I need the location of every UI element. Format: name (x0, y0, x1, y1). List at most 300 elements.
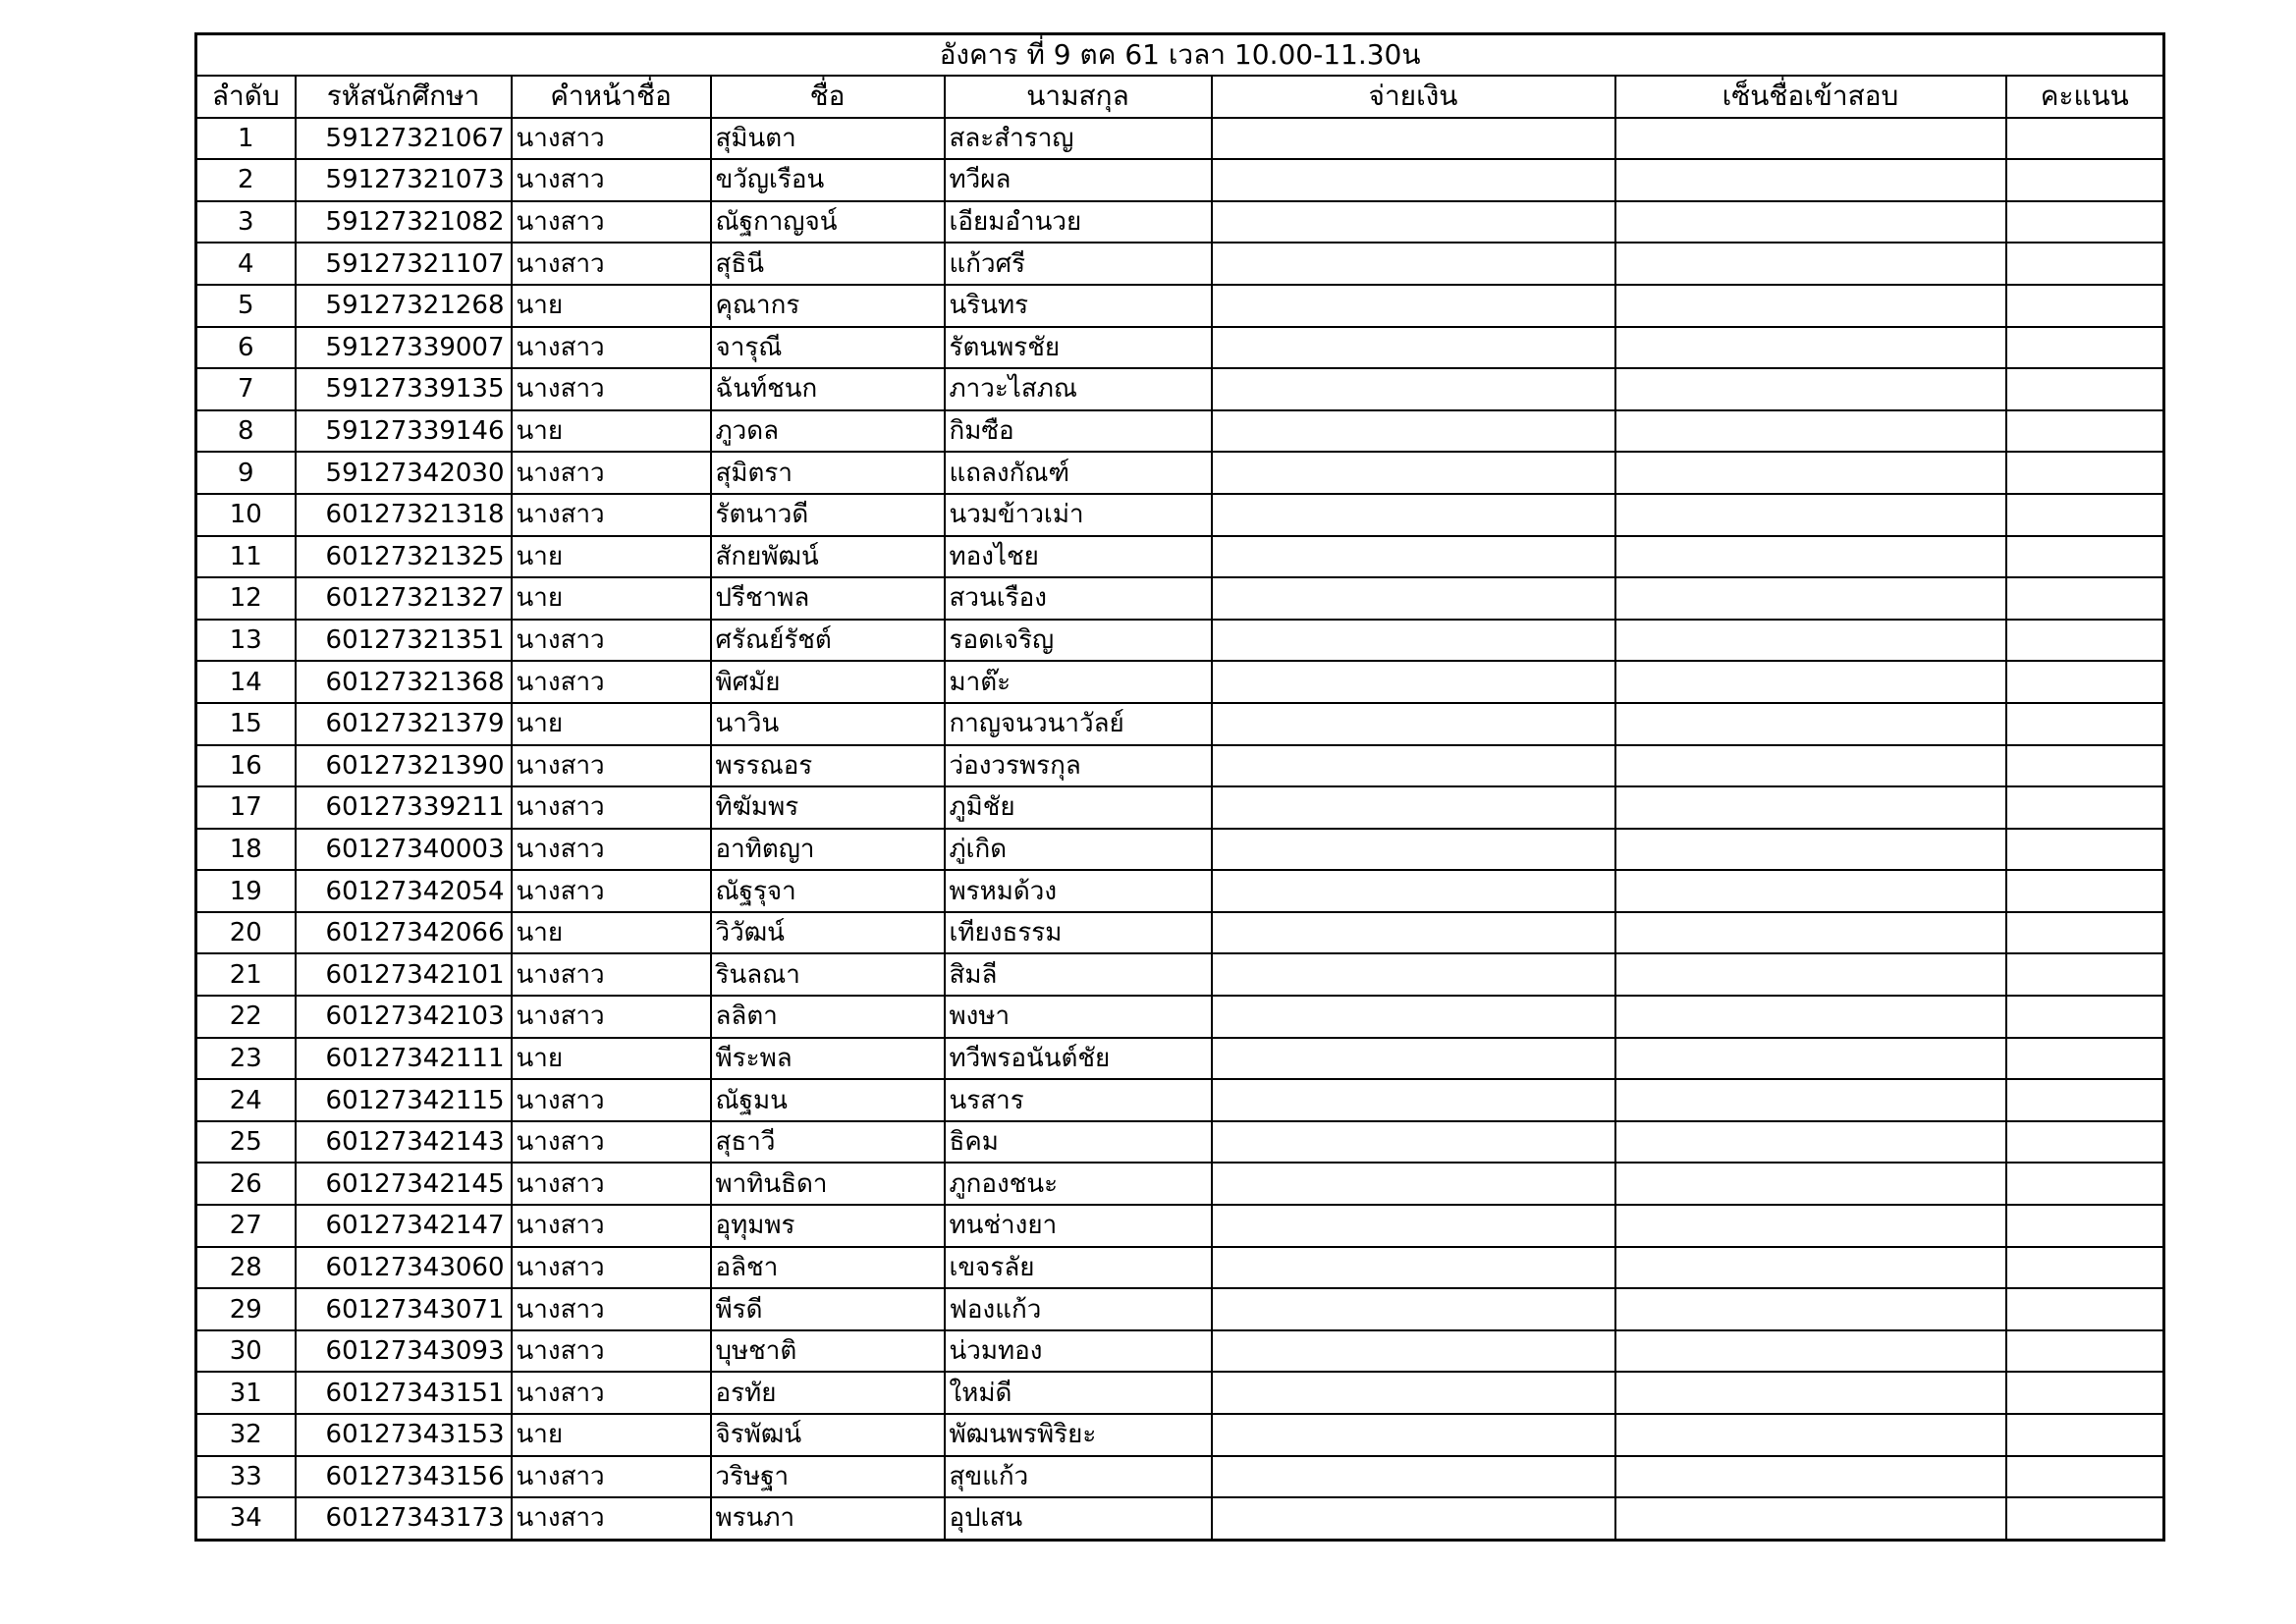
first-name-cell: ทิฆัมพร (711, 786, 945, 829)
last-name-cell: สละสำราญ (945, 118, 1212, 160)
payment-cell[interactable] (1212, 243, 1615, 285)
student-id-cell: 60127342143 (296, 1121, 512, 1164)
last-name-cell: สุขแก้ว (945, 1456, 1212, 1498)
first-name-cell: อาทิตญา (711, 829, 945, 871)
student-id-cell: 60127342066 (296, 912, 512, 954)
table-row (196, 996, 2164, 1038)
last-name-cell: ฟองแก้ว (945, 1288, 1212, 1330)
last-name-cell: ภูกองชนะ (945, 1163, 1212, 1205)
student-id-cell: 60127342054 (296, 870, 512, 912)
signature-cell[interactable] (1615, 243, 2006, 285)
exam-attendance-table (194, 32, 2165, 1542)
table-row (196, 1247, 2164, 1289)
student-id-cell: 59127339007 (296, 327, 512, 369)
row-number: 6 (196, 327, 296, 369)
score-cell[interactable] (2006, 620, 2164, 662)
score-cell[interactable] (2006, 912, 2164, 954)
student-id-cell: 60127342145 (296, 1163, 512, 1205)
signature-cell[interactable] (1615, 1288, 2006, 1330)
first-name-cell: พีรดี (711, 1288, 945, 1330)
row-number: 11 (196, 536, 296, 578)
signature-cell[interactable] (1615, 870, 2006, 912)
signature-cell[interactable] (1615, 1372, 2006, 1414)
signature-cell[interactable] (1615, 953, 2006, 996)
score-cell[interactable] (2006, 1121, 2164, 1164)
signature-cell[interactable] (1615, 703, 2006, 745)
signature-cell[interactable] (1615, 1330, 2006, 1373)
payment-cell[interactable] (1212, 1121, 1615, 1164)
payment-cell[interactable] (1212, 1038, 1615, 1080)
last-name-cell: ธิคม (945, 1121, 1212, 1164)
col-header-no: ลำดับ (196, 76, 296, 118)
signature-cell[interactable] (1615, 410, 2006, 453)
first-name-cell: คุณากร (711, 285, 945, 327)
table-row (196, 870, 2164, 912)
table-row (196, 745, 2164, 787)
row-number: 25 (196, 1121, 296, 1164)
last-name-cell: กาญจนวนาวัลย์ (945, 703, 1212, 745)
table-row (196, 577, 2164, 620)
student-id-cell: 60127321318 (296, 494, 512, 536)
payment-cell[interactable] (1212, 285, 1615, 327)
first-name-cell: ณัฐรุจา (711, 870, 945, 912)
signature-cell[interactable] (1615, 159, 2006, 201)
payment-cell[interactable] (1212, 1414, 1615, 1456)
payment-cell[interactable] (1212, 953, 1615, 996)
last-name-cell: นวมข้าวเม่า (945, 494, 1212, 536)
signature-cell[interactable] (1615, 1414, 2006, 1456)
table-row (196, 1414, 2164, 1456)
student-id-cell: 60127343151 (296, 1372, 512, 1414)
prefix-cell: นาย (512, 285, 711, 327)
table-row (196, 243, 2164, 285)
prefix-cell: นางสาว (512, 870, 711, 912)
student-id-cell: 60127321368 (296, 661, 512, 703)
last-name-cell: ใหม่ดี (945, 1372, 1212, 1414)
prefix-cell: นางสาว (512, 1372, 711, 1414)
prefix-cell: นางสาว (512, 996, 711, 1038)
score-cell[interactable] (2006, 1205, 2164, 1247)
payment-cell[interactable] (1212, 494, 1615, 536)
score-cell[interactable] (2006, 1288, 2164, 1330)
table-row (196, 829, 2164, 871)
prefix-cell: นางสาว (512, 829, 711, 871)
student-id-cell: 60127321327 (296, 577, 512, 620)
row-number: 4 (196, 243, 296, 285)
student-id-cell: 60127342111 (296, 1038, 512, 1080)
prefix-cell: นางสาว (512, 953, 711, 996)
row-number: 10 (196, 494, 296, 536)
first-name-cell: พิศมัย (711, 661, 945, 703)
score-cell[interactable] (2006, 494, 2164, 536)
row-number: 27 (196, 1205, 296, 1247)
signature-cell[interactable] (1615, 1205, 2006, 1247)
payment-cell[interactable] (1212, 1497, 1615, 1540)
prefix-cell: นาย (512, 703, 711, 745)
last-name-cell: ว่องวรพรกุล (945, 745, 1212, 787)
signature-cell[interactable] (1615, 829, 2006, 871)
signature-cell[interactable] (1615, 996, 2006, 1038)
prefix-cell: นางสาว (512, 620, 711, 662)
row-number: 21 (196, 953, 296, 996)
payment-cell[interactable] (1212, 912, 1615, 954)
signature-cell[interactable] (1615, 1121, 2006, 1164)
student-id-cell: 59127339135 (296, 368, 512, 410)
student-id-cell: 59127342030 (296, 452, 512, 494)
last-name-cell: ภู่เกิด (945, 829, 1212, 871)
prefix-cell: นางสาว (512, 661, 711, 703)
score-cell[interactable] (2006, 118, 2164, 160)
payment-cell[interactable] (1212, 1247, 1615, 1289)
table-row (196, 953, 2164, 996)
col-header-first-name: ชื่อ (711, 76, 945, 118)
student-id-cell: 60127343153 (296, 1414, 512, 1456)
signature-cell[interactable] (1615, 1497, 2006, 1540)
last-name-cell: ทวีผล (945, 159, 1212, 201)
table-row (196, 410, 2164, 453)
first-name-cell: ณัฐกาญจน์ (711, 201, 945, 244)
first-name-cell: นาวิน (711, 703, 945, 745)
table-row (196, 536, 2164, 578)
table-row (196, 1038, 2164, 1080)
payment-cell[interactable] (1212, 786, 1615, 829)
payment-cell[interactable] (1212, 1205, 1615, 1247)
sheet-title: อังคาร ที่ 9 ตค 61 เวลา 10.00-11.30น (196, 34, 2164, 77)
last-name-cell: แก้วศรี (945, 243, 1212, 285)
student-id-cell: 60127321379 (296, 703, 512, 745)
row-number: 7 (196, 368, 296, 410)
last-name-cell: รอดเจริญ (945, 620, 1212, 662)
last-name-cell: ทนช่างยา (945, 1205, 1212, 1247)
payment-cell[interactable] (1212, 1456, 1615, 1498)
first-name-cell: จิรพัฒน์ (711, 1414, 945, 1456)
score-cell[interactable] (2006, 452, 2164, 494)
signature-cell[interactable] (1615, 1038, 2006, 1080)
first-name-cell: พรรณอร (711, 745, 945, 787)
score-cell[interactable] (2006, 1330, 2164, 1373)
last-name-cell: พรหมด้วง (945, 870, 1212, 912)
row-number: 26 (196, 1163, 296, 1205)
first-name-cell: สุธินี (711, 243, 945, 285)
score-cell[interactable] (2006, 1079, 2164, 1121)
payment-cell[interactable] (1212, 1288, 1615, 1330)
score-cell[interactable] (2006, 829, 2164, 871)
student-id-cell: 59127339146 (296, 410, 512, 453)
payment-cell[interactable] (1212, 201, 1615, 244)
prefix-cell: นาย (512, 536, 711, 578)
row-number: 29 (196, 1288, 296, 1330)
payment-cell[interactable] (1212, 996, 1615, 1038)
score-cell[interactable] (2006, 1038, 2164, 1080)
payment-cell[interactable] (1212, 661, 1615, 703)
signature-cell[interactable] (1615, 536, 2006, 578)
score-cell[interactable] (2006, 661, 2164, 703)
score-cell[interactable] (2006, 577, 2164, 620)
row-number: 34 (196, 1497, 296, 1540)
last-name-cell: นรสาร (945, 1079, 1212, 1121)
payment-cell[interactable] (1212, 1372, 1615, 1414)
score-cell[interactable] (2006, 1163, 2164, 1205)
row-number: 33 (196, 1456, 296, 1498)
col-header-score: คะแนน (2006, 76, 2164, 118)
last-name-cell: สวนเรือง (945, 577, 1212, 620)
row-number: 8 (196, 410, 296, 453)
score-cell[interactable] (2006, 1372, 2164, 1414)
score-cell[interactable] (2006, 786, 2164, 829)
score-cell[interactable] (2006, 953, 2164, 996)
first-name-cell: สุมิตรา (711, 452, 945, 494)
student-id-cell: 60127343093 (296, 1330, 512, 1373)
table-row (196, 1079, 2164, 1121)
table-row (196, 368, 2164, 410)
table-row (196, 327, 2164, 369)
score-cell[interactable] (2006, 410, 2164, 453)
signature-cell[interactable] (1615, 1456, 2006, 1498)
student-id-cell: 60127339211 (296, 786, 512, 829)
student-id-cell: 59127321067 (296, 118, 512, 160)
table-row (196, 1372, 2164, 1414)
payment-cell[interactable] (1212, 577, 1615, 620)
col-header-last-name: นามสกุล (945, 76, 1212, 118)
row-number: 12 (196, 577, 296, 620)
payment-cell[interactable] (1212, 1163, 1615, 1205)
signature-cell[interactable] (1615, 1079, 2006, 1121)
payment-cell[interactable] (1212, 159, 1615, 201)
prefix-cell: นาย (512, 1038, 711, 1080)
score-cell[interactable] (2006, 745, 2164, 787)
score-cell[interactable] (2006, 1456, 2164, 1498)
score-cell[interactable] (2006, 159, 2164, 201)
student-id-cell: 59127321073 (296, 159, 512, 201)
col-header-prefix: คำหน้าชื่อ (512, 76, 711, 118)
first-name-cell: ฉันท์ชนก (711, 368, 945, 410)
table-row (196, 661, 2164, 703)
first-name-cell: พรนภา (711, 1497, 945, 1540)
table-row (196, 912, 2164, 954)
prefix-cell: นางสาว (512, 494, 711, 536)
table-row (196, 1456, 2164, 1498)
student-id-cell: 59127321268 (296, 285, 512, 327)
first-name-cell: ลลิตา (711, 996, 945, 1038)
row-number: 15 (196, 703, 296, 745)
table-row (196, 1121, 2164, 1164)
payment-cell[interactable] (1212, 829, 1615, 871)
last-name-cell: กิมซือ (945, 410, 1212, 453)
prefix-cell: นางสาว (512, 243, 711, 285)
score-cell[interactable] (2006, 368, 2164, 410)
score-cell[interactable] (2006, 1414, 2164, 1456)
prefix-cell: นาย (512, 410, 711, 453)
signature-cell[interactable] (1615, 368, 2006, 410)
row-number: 20 (196, 912, 296, 954)
score-cell[interactable] (2006, 870, 2164, 912)
first-name-cell: สุธาวี (711, 1121, 945, 1164)
row-number: 3 (196, 201, 296, 244)
score-cell[interactable] (2006, 201, 2164, 244)
last-name-cell: น่วมทอง (945, 1330, 1212, 1373)
first-name-cell: ปรีชาพล (711, 577, 945, 620)
score-cell[interactable] (2006, 703, 2164, 745)
student-id-cell: 60127321325 (296, 536, 512, 578)
first-name-cell: ภูวดล (711, 410, 945, 453)
signature-cell[interactable] (1615, 620, 2006, 662)
last-name-cell: ภูมิชัย (945, 786, 1212, 829)
prefix-cell: นางสาว (512, 1121, 711, 1164)
prefix-cell: นางสาว (512, 786, 711, 829)
signature-cell[interactable] (1615, 452, 2006, 494)
row-number: 32 (196, 1414, 296, 1456)
student-id-cell: 59127321082 (296, 201, 512, 244)
prefix-cell: นางสาว (512, 1288, 711, 1330)
prefix-cell: นาย (512, 577, 711, 620)
last-name-cell: แถลงกัณฑ์ (945, 452, 1212, 494)
prefix-cell: นางสาว (512, 1163, 711, 1205)
payment-cell[interactable] (1212, 745, 1615, 787)
row-number: 13 (196, 620, 296, 662)
table-row (196, 620, 2164, 662)
signature-cell[interactable] (1615, 661, 2006, 703)
signature-cell[interactable] (1615, 285, 2006, 327)
table-row (196, 201, 2164, 244)
first-name-cell: พีระพล (711, 1038, 945, 1080)
table-row (196, 1330, 2164, 1373)
last-name-cell: มาต๊ะ (945, 661, 1212, 703)
payment-cell[interactable] (1212, 870, 1615, 912)
signature-cell[interactable] (1615, 1247, 2006, 1289)
signature-cell[interactable] (1615, 912, 2006, 954)
prefix-cell: นางสาว (512, 327, 711, 369)
table-row (196, 118, 2164, 160)
student-id-cell: 60127342147 (296, 1205, 512, 1247)
prefix-cell: นางสาว (512, 368, 711, 410)
student-id-cell: 60127343156 (296, 1456, 512, 1498)
payment-cell[interactable] (1212, 1330, 1615, 1373)
signature-cell[interactable] (1615, 327, 2006, 369)
signature-cell[interactable] (1615, 1163, 2006, 1205)
first-name-cell: อลิชา (711, 1247, 945, 1289)
student-id-cell: 60127342103 (296, 996, 512, 1038)
prefix-cell: นางสาว (512, 159, 711, 201)
prefix-cell: นางสาว (512, 452, 711, 494)
last-name-cell: นรินทร (945, 285, 1212, 327)
payment-cell[interactable] (1212, 620, 1615, 662)
prefix-cell: นางสาว (512, 201, 711, 244)
table-body (196, 118, 2164, 1541)
student-id-cell: 60127342101 (296, 953, 512, 996)
signature-cell[interactable] (1615, 577, 2006, 620)
table-row (196, 285, 2164, 327)
first-name-cell: ขวัญเรือน (711, 159, 945, 201)
row-number: 5 (196, 285, 296, 327)
first-name-cell: จารุณี (711, 327, 945, 369)
payment-cell[interactable] (1212, 118, 1615, 160)
payment-cell[interactable] (1212, 327, 1615, 369)
row-number: 31 (196, 1372, 296, 1414)
row-number: 23 (196, 1038, 296, 1080)
prefix-cell: นางสาว (512, 1497, 711, 1540)
score-cell[interactable] (2006, 327, 2164, 369)
row-number: 1 (196, 118, 296, 160)
prefix-cell: นาย (512, 912, 711, 954)
row-number: 24 (196, 1079, 296, 1121)
last-name-cell: ทองไชย (945, 536, 1212, 578)
prefix-cell: นาย (512, 1414, 711, 1456)
table-row (196, 494, 2164, 536)
payment-cell[interactable] (1212, 536, 1615, 578)
payment-cell[interactable] (1212, 368, 1615, 410)
score-cell[interactable] (2006, 536, 2164, 578)
table-row (196, 1163, 2164, 1205)
table-row (196, 159, 2164, 201)
student-id-cell: 60127340003 (296, 829, 512, 871)
header-row (196, 76, 2164, 118)
row-number: 30 (196, 1330, 296, 1373)
last-name-cell: เทียงธรรม (945, 912, 1212, 954)
last-name-cell: เขจรลัย (945, 1247, 1212, 1289)
first-name-cell: วริษฐา (711, 1456, 945, 1498)
prefix-cell: นางสาว (512, 1205, 711, 1247)
last-name-cell: พงษา (945, 996, 1212, 1038)
signature-cell[interactable] (1615, 201, 2006, 244)
score-cell[interactable] (2006, 996, 2164, 1038)
table-row (196, 786, 2164, 829)
table-row (196, 1497, 2164, 1540)
row-number: 14 (196, 661, 296, 703)
table-row (196, 703, 2164, 745)
student-id-cell: 60127343060 (296, 1247, 512, 1289)
payment-cell[interactable] (1212, 1079, 1615, 1121)
row-number: 28 (196, 1247, 296, 1289)
row-number: 9 (196, 452, 296, 494)
signature-cell[interactable] (1615, 118, 2006, 160)
last-name-cell: ทวีพรอนันต์ชัย (945, 1038, 1212, 1080)
last-name-cell: พัฒนพรพิริยะ (945, 1414, 1212, 1456)
payment-cell[interactable] (1212, 410, 1615, 453)
first-name-cell: ศรัณย์รัชต์ (711, 620, 945, 662)
prefix-cell: นางสาว (512, 745, 711, 787)
first-name-cell: วิวัฒน์ (711, 912, 945, 954)
payment-cell[interactable] (1212, 703, 1615, 745)
first-name-cell: สุมินตา (711, 118, 945, 160)
title-row (196, 34, 2164, 77)
signature-cell[interactable] (1615, 745, 2006, 787)
student-id-cell: 59127321107 (296, 243, 512, 285)
row-number: 22 (196, 996, 296, 1038)
first-name-cell: รินลณา (711, 953, 945, 996)
signature-cell[interactable] (1615, 786, 2006, 829)
score-cell[interactable] (2006, 285, 2164, 327)
table-row (196, 1288, 2164, 1330)
last-name-cell: ภาวะไสภณ (945, 368, 1212, 410)
col-header-payment: จ่ายเงิน (1212, 76, 1615, 118)
row-number: 17 (196, 786, 296, 829)
score-cell[interactable] (2006, 1497, 2164, 1540)
last-name-cell: รัตนพรชัย (945, 327, 1212, 369)
score-cell[interactable] (2006, 243, 2164, 285)
score-cell[interactable] (2006, 1247, 2164, 1289)
first-name-cell: อุทุมพร (711, 1205, 945, 1247)
prefix-cell: นางสาว (512, 1456, 711, 1498)
table-row (196, 1205, 2164, 1247)
last-name-cell: อุปเสน (945, 1497, 1212, 1540)
prefix-cell: นางสาว (512, 118, 711, 160)
payment-cell[interactable] (1212, 452, 1615, 494)
col-header-student-id: รหัสนักศึกษา (296, 76, 512, 118)
row-number: 16 (196, 745, 296, 787)
signature-cell[interactable] (1615, 494, 2006, 536)
student-id-cell: 60127321390 (296, 745, 512, 787)
prefix-cell: นางสาว (512, 1247, 711, 1289)
